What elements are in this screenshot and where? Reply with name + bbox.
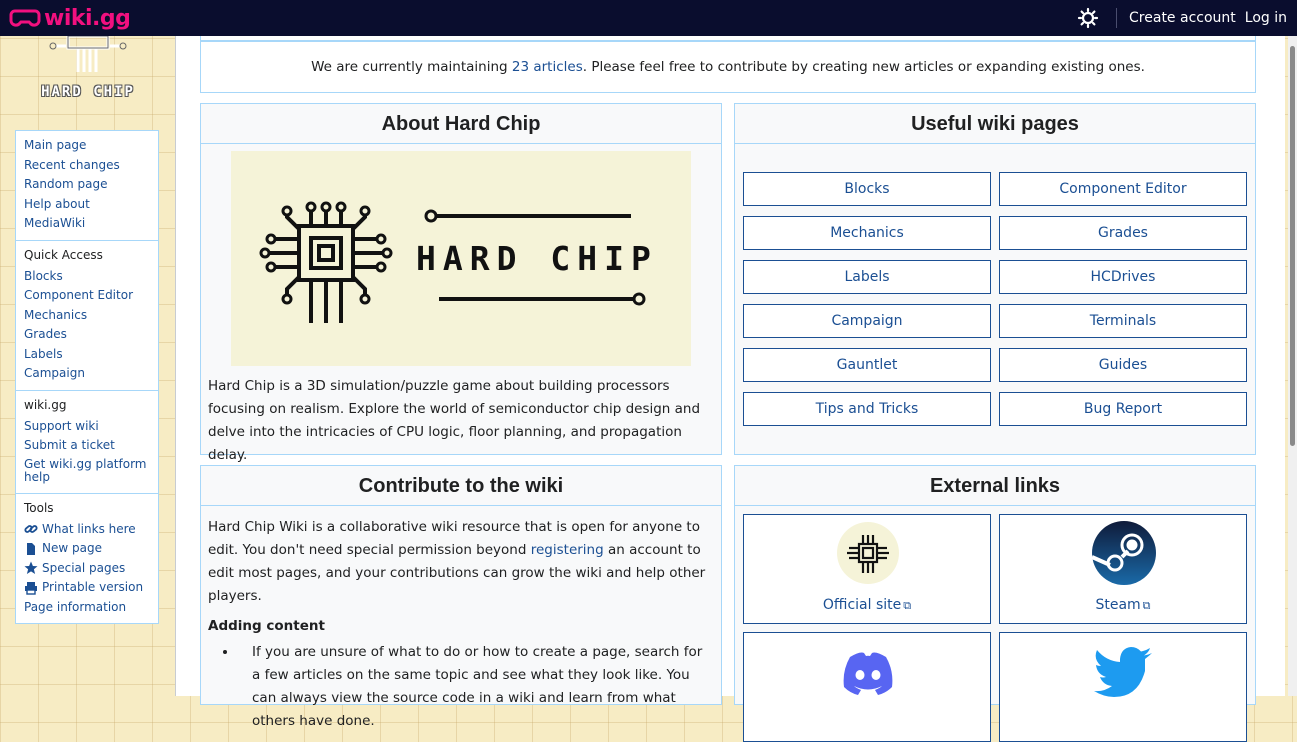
star-icon: [24, 561, 38, 575]
twitter-link[interactable]: [999, 632, 1247, 742]
wikigg-logo[interactable]: [10, 6, 130, 31]
registering-link[interactable]: registering: [530, 542, 604, 558]
page-button-guides[interactable]: Guides: [999, 348, 1247, 382]
contribute-list-item: • If you are unsure of what to do or how to create a page, search for a few articles on the same topic and see what they look like. You can always view the source code in a wiki and learn from what others have done.: [238, 641, 714, 733]
sidebar-item-printable-version[interactable]: Printable version: [42, 580, 144, 594]
page-button-campaign[interactable]: Campaign: [743, 304, 991, 338]
page-button-gauntlet[interactable]: Gauntlet: [743, 348, 991, 382]
hard-chip-banner-image: [231, 151, 691, 366]
link-icon: [24, 522, 38, 536]
sidebar-item-new-page[interactable]: New page: [42, 541, 102, 555]
log-in-link[interactable]: Log in: [1244, 10, 1287, 26]
site-logo[interactable]: [38, 36, 138, 108]
external-links-grid: [735, 506, 1255, 742]
contribute-intro-post: an account to edit most pages, and your contributions can grow the wiki and help other players.: [208, 542, 706, 604]
contribute-intro: [208, 516, 714, 608]
site-logo-text: HARD CHIP: [41, 84, 135, 100]
tools-heading: Tools: [24, 500, 54, 515]
steam-text: Steam: [1095, 597, 1141, 613]
theme-toggle-button[interactable]: [1076, 6, 1100, 30]
create-account-link[interactable]: Create account: [1129, 10, 1236, 26]
external-link-icon: ⧉: [1142, 599, 1151, 612]
external-links-title: External links: [735, 466, 1255, 506]
chip-logo-icon: [38, 36, 138, 86]
adding-content-heading: Adding content: [208, 618, 325, 634]
contribute-list: [238, 641, 714, 733]
contribute-box: [200, 465, 722, 729]
sidebar-item-component-editor[interactable]: Component Editor: [24, 288, 133, 302]
sidebar-wikigg: [16, 391, 158, 494]
sidebar-item-labels[interactable]: Labels: [24, 346, 63, 361]
sidebar-item-platform-help[interactable]: Get wiki.gg platform help: [24, 456, 147, 484]
sidebar-item-what-links-here[interactable]: What links here: [42, 521, 136, 536]
page-icon: [24, 542, 38, 556]
articles-count-link[interactable]: 23 articles: [511, 59, 583, 75]
official-site-label: [744, 597, 990, 613]
sidebar-item-help[interactable]: Help about MediaWiki: [24, 196, 90, 230]
page-button-terminals[interactable]: Terminals: [999, 304, 1247, 338]
sidebar-item-recent-changes[interactable]: Recent changes: [24, 157, 120, 172]
official-site-text: Official site: [822, 597, 902, 613]
twitter-icon: [1092, 639, 1156, 703]
page-button-bug-report[interactable]: Bug Report: [999, 392, 1247, 426]
sidebar-item-support-wiki[interactable]: Support wiki: [24, 418, 99, 433]
articles-banner: [200, 41, 1256, 93]
scrollbar-thumb[interactable]: [1290, 46, 1295, 446]
external-link-icon: ⧉: [903, 599, 912, 612]
discord-link[interactable]: [743, 632, 991, 742]
external-links-box: [734, 465, 1256, 705]
steam-label: [1000, 597, 1246, 613]
discord-icon: [836, 639, 900, 703]
sidebar-item-mechanics[interactable]: Mechanics: [24, 307, 88, 322]
contribute-title: Contribute to the wiki: [201, 466, 721, 506]
page-button-blocks[interactable]: Blocks: [743, 172, 991, 206]
sidebar-item-random-page[interactable]: Random page: [24, 177, 108, 191]
hard-chip-icon: [836, 521, 900, 585]
sidebar-item-submit-ticket[interactable]: Submit a ticket: [24, 438, 115, 452]
page-button-labels[interactable]: Labels: [743, 260, 991, 294]
banner-text-post: . Please feel free to contribute by creating new articles or expanding existing ones.: [582, 59, 1145, 75]
steam-icon: [1092, 521, 1156, 585]
sidebar-quick-access: [16, 241, 158, 391]
steam-link[interactable]: [999, 514, 1247, 624]
sidebar-navigation: [16, 131, 158, 241]
contribute-body: [201, 506, 721, 733]
page-button-component-editor[interactable]: Component Editor: [999, 172, 1247, 206]
wikigg-heading: wiki.gg: [24, 397, 67, 412]
sidebar-item-page-information[interactable]: Page information: [24, 599, 127, 614]
banner-text-pre: We are currently maintaining: [311, 59, 512, 75]
sun-icon: [1078, 8, 1098, 28]
top-bar-actions: [1076, 0, 1297, 36]
page-button-mechanics[interactable]: Mechanics: [743, 216, 991, 250]
sidebar: [15, 130, 159, 624]
quick-access-heading: Quick Access: [24, 247, 103, 262]
sidebar-item-campaign[interactable]: Campaign: [24, 366, 85, 380]
hero-title-text: HARD CHIP: [416, 239, 658, 278]
official-site-link[interactable]: [743, 514, 991, 624]
printer-icon: [24, 581, 38, 595]
contribute-intro-pre: Hard Chip Wiki is a collaborative wiki resource that is open for anyone to edit. You don't need special permission beyond: [208, 519, 700, 558]
useful-pages-title: Useful wiki pages: [735, 104, 1255, 144]
top-bar-divider: [1116, 8, 1117, 28]
top-bar: [0, 0, 1297, 36]
sidebar-item-special-pages[interactable]: Special pages: [42, 560, 126, 575]
page-button-grades[interactable]: Grades: [999, 216, 1247, 250]
sidebar-item-grades[interactable]: Grades: [24, 327, 67, 341]
scrollbar[interactable]: [1288, 36, 1297, 696]
sidebar-item-blocks[interactable]: Blocks: [24, 268, 63, 283]
page-button-hcdrives[interactable]: HCDrives: [999, 260, 1247, 294]
sidebar-item-main-page[interactable]: Main page: [24, 138, 87, 152]
page-button-tips-and-tricks[interactable]: Tips and Tricks: [743, 392, 991, 426]
useful-pages-box: [734, 103, 1256, 455]
about-title: About Hard Chip: [201, 104, 721, 144]
wikigg-logo-text: wiki.gg: [44, 5, 131, 31]
about-box: [200, 103, 722, 463]
useful-pages-grid: [735, 144, 1255, 426]
sidebar-tools: [16, 494, 158, 624]
controller-icon: [10, 8, 40, 28]
about-description: Hard Chip is a 3D simulation/puzzle game about building processors focusing on realism. Explore the world of semiconductor chip design and delve into the intricacies of CPU logic, floor planning, and propagation delay.: [208, 378, 701, 463]
